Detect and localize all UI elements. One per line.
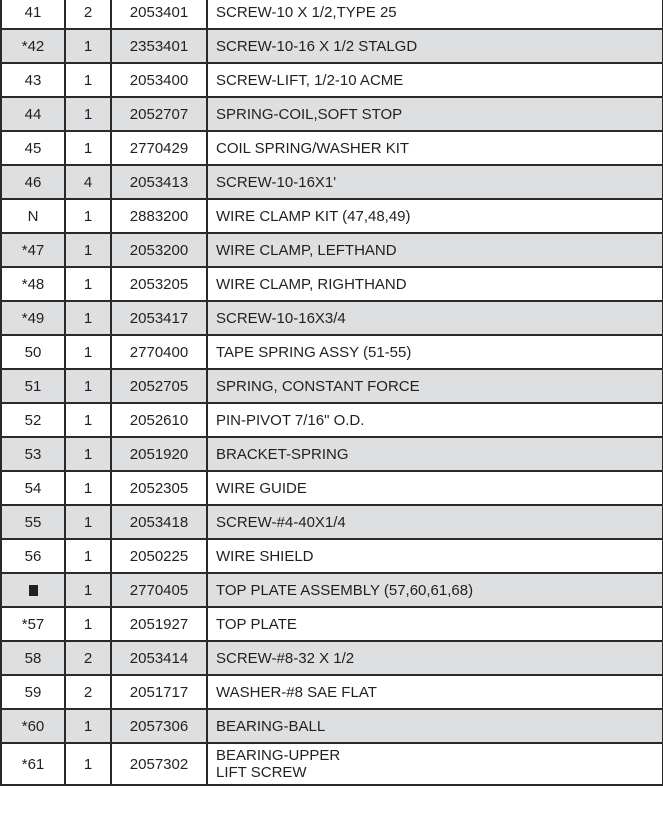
description-line-2: LIFT SCREW — [216, 764, 307, 781]
part-number-cell: 2770400 — [111, 335, 207, 369]
quantity-cell: 1 — [65, 29, 111, 63]
part-number-cell: 2053401 — [111, 0, 207, 29]
description-line-1: BEARING-UPPER — [216, 747, 341, 764]
quantity-cell: 1 — [65, 471, 111, 505]
ref-number-cell: 56 — [1, 539, 65, 573]
table-row — [1, 675, 663, 709]
ref-number-cell: *57 — [1, 607, 65, 641]
quantity-cell: 1 — [65, 335, 111, 369]
table-row — [1, 131, 663, 165]
table-row — [1, 437, 663, 471]
table-row — [1, 709, 663, 743]
table-row — [1, 233, 663, 267]
table-row — [1, 0, 663, 29]
table-row — [1, 301, 663, 335]
part-number-cell: 2052705 — [111, 369, 207, 403]
quantity-cell: 1 — [65, 403, 111, 437]
quantity-cell: 1 — [65, 267, 111, 301]
ref-number-cell: 59 — [1, 675, 65, 709]
quantity-cell: 2 — [65, 675, 111, 709]
table-row — [1, 539, 663, 573]
description-cell: TAPE SPRING ASSY (51-55) — [207, 335, 663, 369]
quantity-cell: 4 — [65, 165, 111, 199]
description-cell: WASHER-#8 SAE FLAT — [207, 675, 663, 709]
quantity-cell: 1 — [65, 437, 111, 471]
part-number-cell: 2052707 — [111, 97, 207, 131]
part-number-cell: 2057302 — [111, 743, 207, 785]
description-cell: WIRE CLAMP, LEFTHAND — [207, 233, 663, 267]
part-number-cell: 2053414 — [111, 641, 207, 675]
quantity-cell: 1 — [65, 539, 111, 573]
description-cell: WIRE SHIELD — [207, 539, 663, 573]
ref-number-cell: 53 — [1, 437, 65, 471]
quantity-cell: 1 — [65, 131, 111, 165]
part-number-cell: 2051920 — [111, 437, 207, 471]
part-number-cell: 2051927 — [111, 607, 207, 641]
part-number-cell: 2052305 — [111, 471, 207, 505]
part-number-cell: 2051717 — [111, 675, 207, 709]
quantity-cell: 1 — [65, 369, 111, 403]
table-row — [1, 641, 663, 675]
ref-number-cell: 58 — [1, 641, 65, 675]
part-number-cell: 2053400 — [111, 63, 207, 97]
quantity-cell: 1 — [65, 607, 111, 641]
ref-number-cell: *61 — [1, 743, 65, 785]
description-cell: SCREW-10 X 1/2,TYPE 25 — [207, 0, 663, 29]
table-row — [1, 267, 663, 301]
part-number-cell: 2053417 — [111, 301, 207, 335]
table-row — [1, 505, 663, 539]
description-cell: PIN-PIVOT 7/16" O.D. — [207, 403, 663, 437]
description-cell: SCREW-#8-32 X 1/2 — [207, 641, 663, 675]
ref-number-cell: *42 — [1, 29, 65, 63]
description-cell: TOP PLATE — [207, 607, 663, 641]
ref-number-cell: 52 — [1, 403, 65, 437]
quantity-cell: 1 — [65, 573, 111, 607]
table-row — [1, 471, 663, 505]
description-cell: SCREW-10-16X1' — [207, 165, 663, 199]
description-cell — [207, 743, 663, 785]
ref-number-cell: 50 — [1, 335, 65, 369]
ref-number-cell: *48 — [1, 267, 65, 301]
ref-number-cell: 51 — [1, 369, 65, 403]
table-row — [1, 199, 663, 233]
quantity-cell: 1 — [65, 233, 111, 267]
description-cell: SPRING-COIL,SOFT STOP — [207, 97, 663, 131]
description-cell: SPRING, CONSTANT FORCE — [207, 369, 663, 403]
ref-number-cell: 54 — [1, 471, 65, 505]
table-row — [1, 335, 663, 369]
ref-number-cell: N — [1, 199, 65, 233]
part-number-cell: 2052610 — [111, 403, 207, 437]
part-number-cell: 2770405 — [111, 573, 207, 607]
ref-number-cell: *49 — [1, 301, 65, 335]
description-cell: SCREW-10-16 X 1/2 STALGD — [207, 29, 663, 63]
part-number-cell: 2353401 — [111, 29, 207, 63]
quantity-cell: 1 — [65, 97, 111, 131]
quantity-cell: 1 — [65, 709, 111, 743]
ref-number-cell: *47 — [1, 233, 65, 267]
table-row — [1, 97, 663, 131]
ref-number-cell: 55 — [1, 505, 65, 539]
quantity-cell: 2 — [65, 0, 111, 29]
description-cell: SCREW-#4-40X1/4 — [207, 505, 663, 539]
part-number-cell: 2053413 — [111, 165, 207, 199]
table-row — [1, 607, 663, 641]
quantity-cell: 1 — [65, 505, 111, 539]
quantity-cell: 1 — [65, 63, 111, 97]
table-row — [1, 29, 663, 63]
description-cell: WIRE CLAMP, RIGHTHAND — [207, 267, 663, 301]
table-row — [1, 63, 663, 97]
table-row — [1, 369, 663, 403]
quantity-cell: 2 — [65, 641, 111, 675]
description-cell: BEARING-BALL — [207, 709, 663, 743]
quantity-cell: 1 — [65, 301, 111, 335]
quantity-cell: 1 — [65, 743, 111, 785]
table-row — [1, 573, 663, 607]
description-cell: SCREW-LIFT, 1/2-10 ACME — [207, 63, 663, 97]
description-cell: TOP PLATE ASSEMBLY (57,60,61,68) — [207, 573, 663, 607]
part-number-cell: 2053418 — [111, 505, 207, 539]
part-number-cell: 2053205 — [111, 267, 207, 301]
quantity-cell: 1 — [65, 199, 111, 233]
square-marker-icon — [29, 585, 38, 596]
part-number-cell: 2053200 — [111, 233, 207, 267]
description-cell: BRACKET-SPRING — [207, 437, 663, 471]
ref-number-cell: 43 — [1, 63, 65, 97]
ref-number-cell: 45 — [1, 131, 65, 165]
ref-number-cell: *60 — [1, 709, 65, 743]
part-number-cell: 2057306 — [111, 709, 207, 743]
table-row — [1, 165, 663, 199]
part-number-cell: 2883200 — [111, 199, 207, 233]
ref-number-cell: 44 — [1, 97, 65, 131]
part-number-cell: 2050225 — [111, 539, 207, 573]
table-row — [1, 403, 663, 437]
description-cell: WIRE CLAMP KIT (47,48,49) — [207, 199, 663, 233]
description-cell: SCREW-10-16X3/4 — [207, 301, 663, 335]
ref-number-cell: 41 — [1, 0, 65, 29]
ref-number-cell — [1, 573, 65, 607]
description-cell: COIL SPRING/WASHER KIT — [207, 131, 663, 165]
table-row — [1, 743, 663, 785]
description-cell: WIRE GUIDE — [207, 471, 663, 505]
ref-number-cell: 46 — [1, 165, 65, 199]
part-number-cell: 2770429 — [111, 131, 207, 165]
